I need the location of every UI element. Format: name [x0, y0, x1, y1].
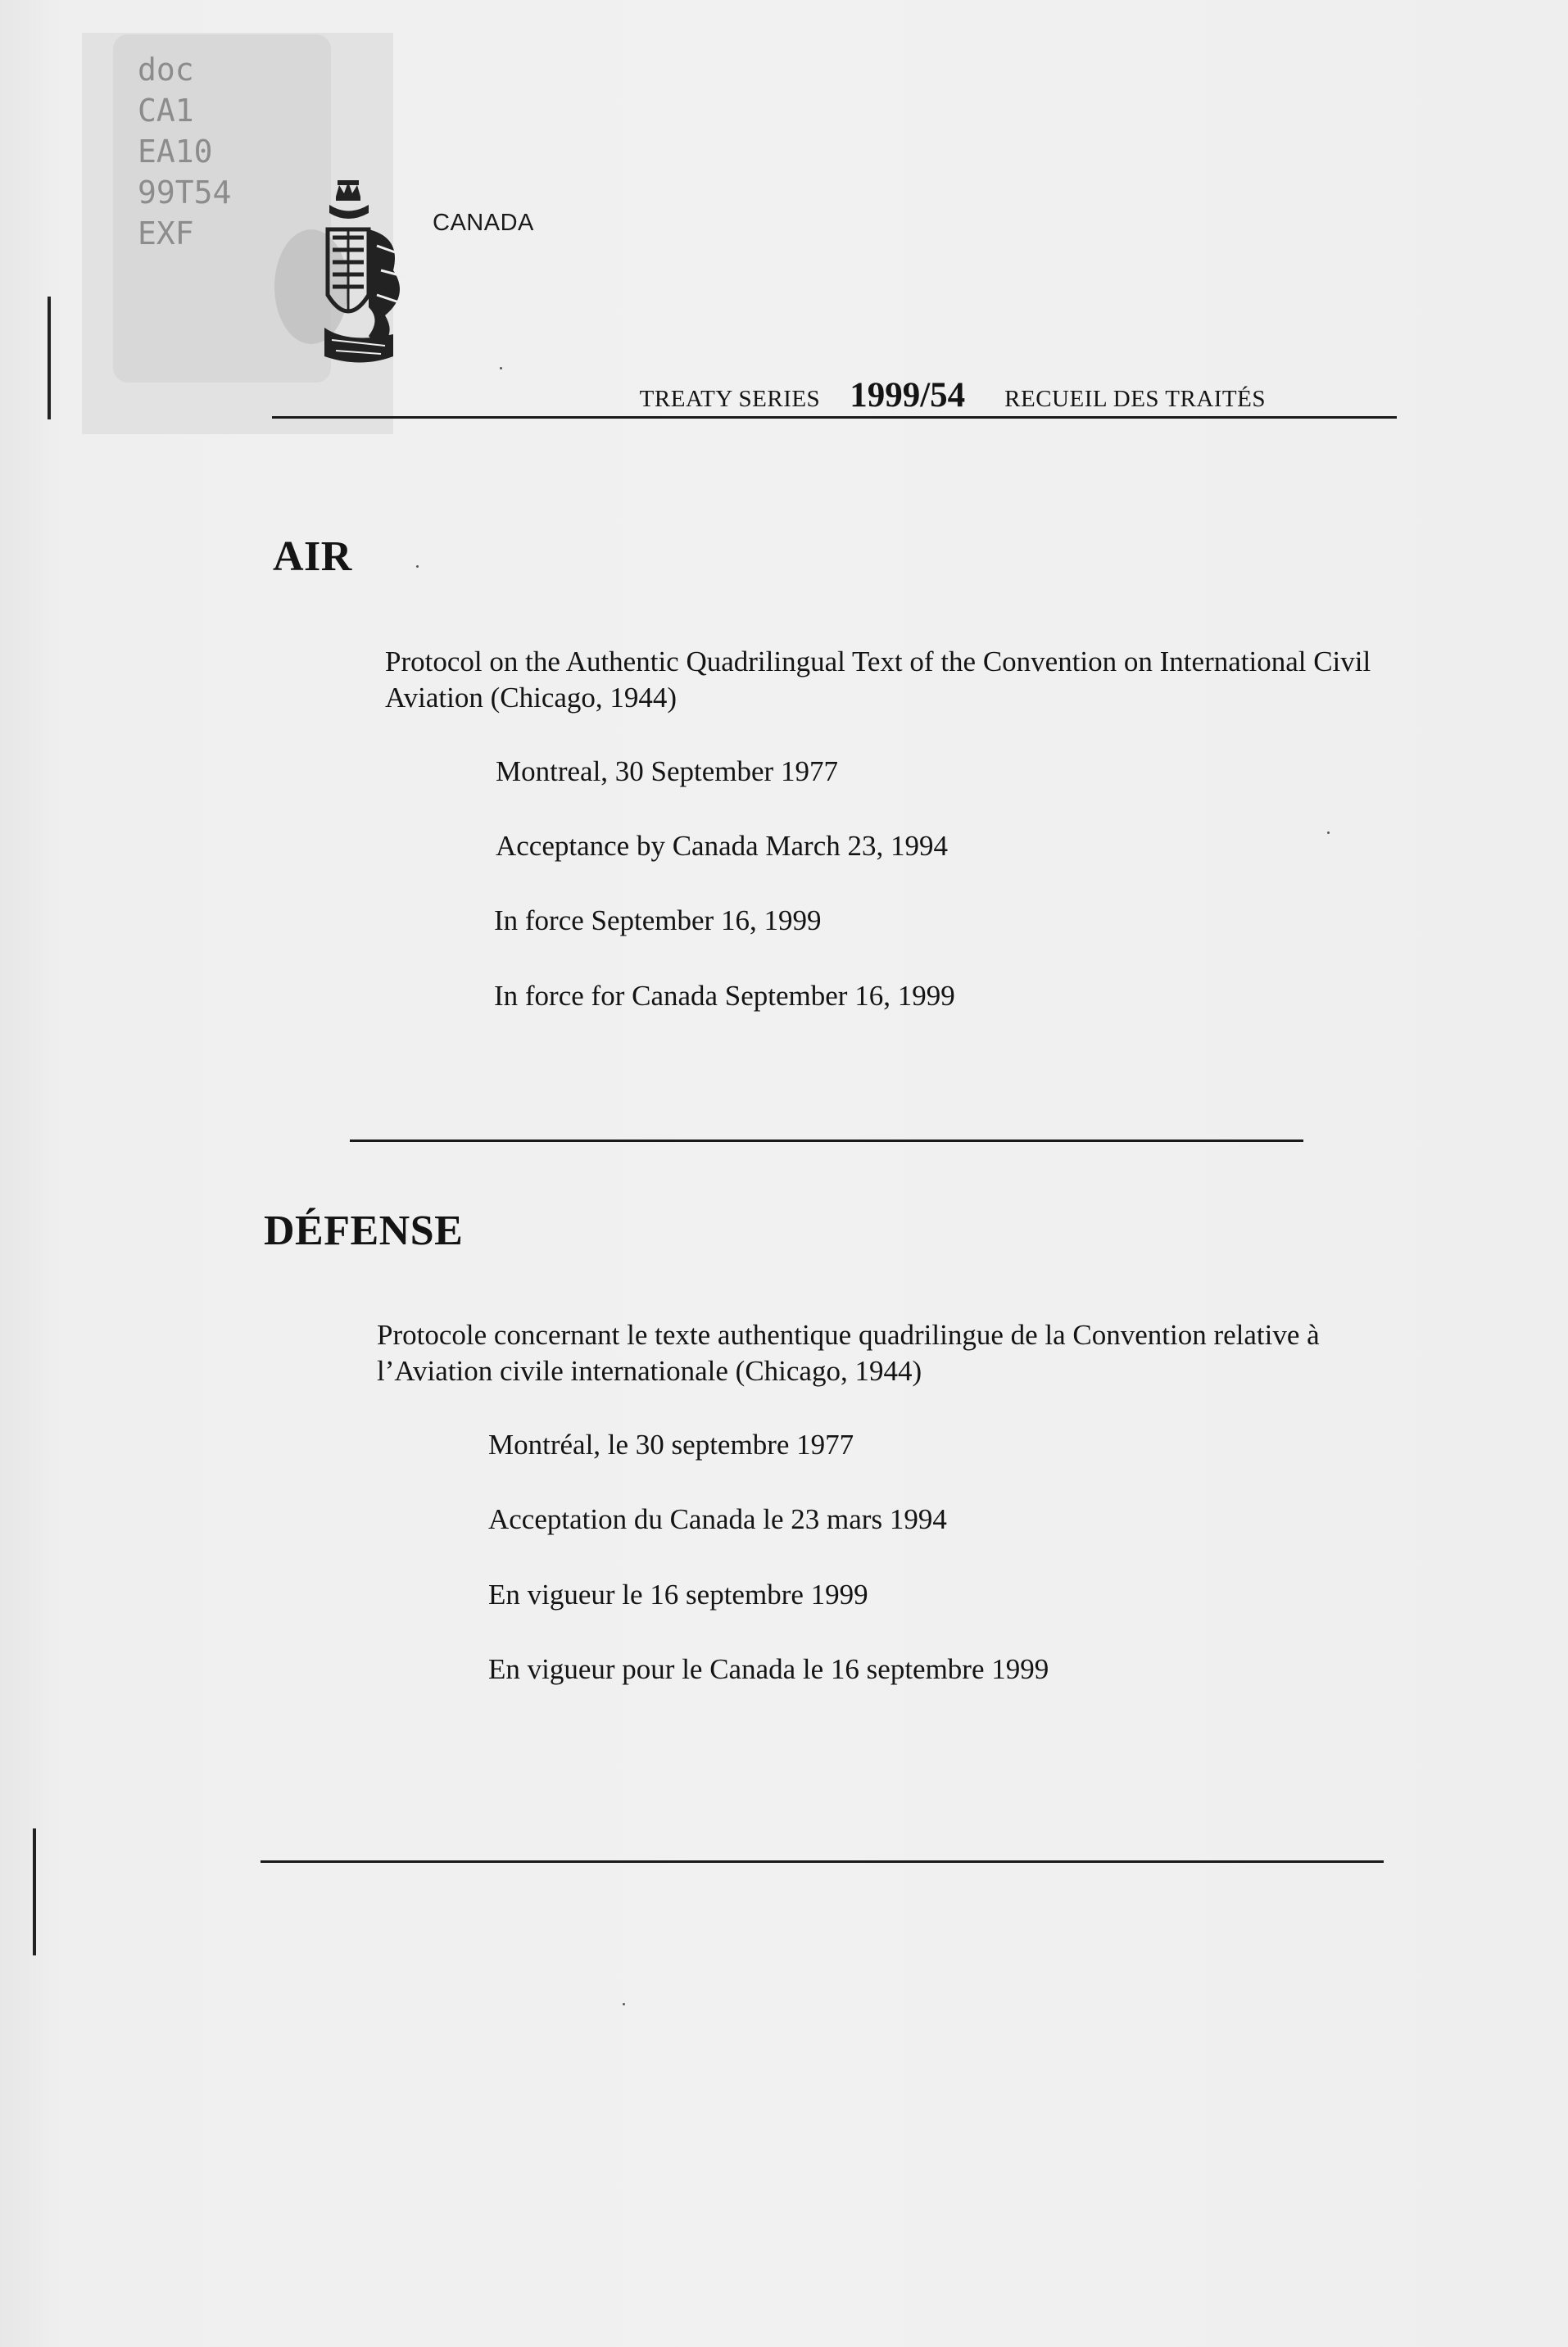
- call-number-line: CA1: [138, 93, 194, 129]
- section-heading-en: AIR: [273, 533, 352, 580]
- paper-speck: [1327, 831, 1330, 834]
- series-label-en: TREATY SERIES: [639, 386, 821, 412]
- bottom-rule: [261, 1860, 1384, 1863]
- call-number-line: doc: [138, 52, 194, 88]
- series-label-fr: RECUEIL DES TRAITÉS: [1004, 386, 1266, 412]
- treaty-detail: Montréal, le 30 septembre 1977: [488, 1429, 854, 1461]
- section-divider: [350, 1140, 1303, 1142]
- treaty-detail: Acceptation du Canada le 23 mars 1994: [488, 1503, 947, 1535]
- series-number: 1999/54: [850, 376, 966, 415]
- country-name: CANADA: [433, 210, 534, 236]
- call-number-line: EXF: [138, 215, 194, 251]
- call-number-line: EA10: [138, 134, 213, 170]
- treaty-title-fr: Protocole concernant le texte authentique quadrilingue de la Convention relative à l’Aviation civile internationale (Chicago, 1944): [377, 1319, 1320, 1387]
- treaty-detail: In force September 16, 1999: [494, 904, 822, 936]
- treaty-title-en: Protocol on the Authentic Quadrilingual Text of the Convention on International Civil Aviation (Chicago, 1944): [385, 646, 1371, 714]
- treaty-detail: Montreal, 30 September 1977: [496, 755, 838, 787]
- binding-mark-bottom: [33, 1828, 36, 1955]
- section-heading-fr: DÉFENSE: [264, 1207, 464, 1254]
- paper-speck: [623, 2003, 625, 2005]
- paper-speck: [500, 367, 502, 369]
- call-number-line: 99T54: [138, 174, 232, 211]
- header-rule: [272, 416, 1397, 419]
- binding-mark-top: [48, 297, 51, 419]
- coat-of-arms-icon: [270, 172, 418, 377]
- treaty-detail: En vigueur pour le Canada le 16 septembre 1999: [488, 1653, 1049, 1685]
- treaty-series-header: [270, 375, 1397, 416]
- treaty-detail: Acceptance by Canada March 23, 1994: [496, 830, 949, 862]
- paper-speck: [416, 565, 419, 568]
- treaty-detail: In force for Canada September 16, 1999: [494, 980, 955, 1012]
- treaty-detail: En vigueur le 16 septembre 1999: [488, 1579, 868, 1611]
